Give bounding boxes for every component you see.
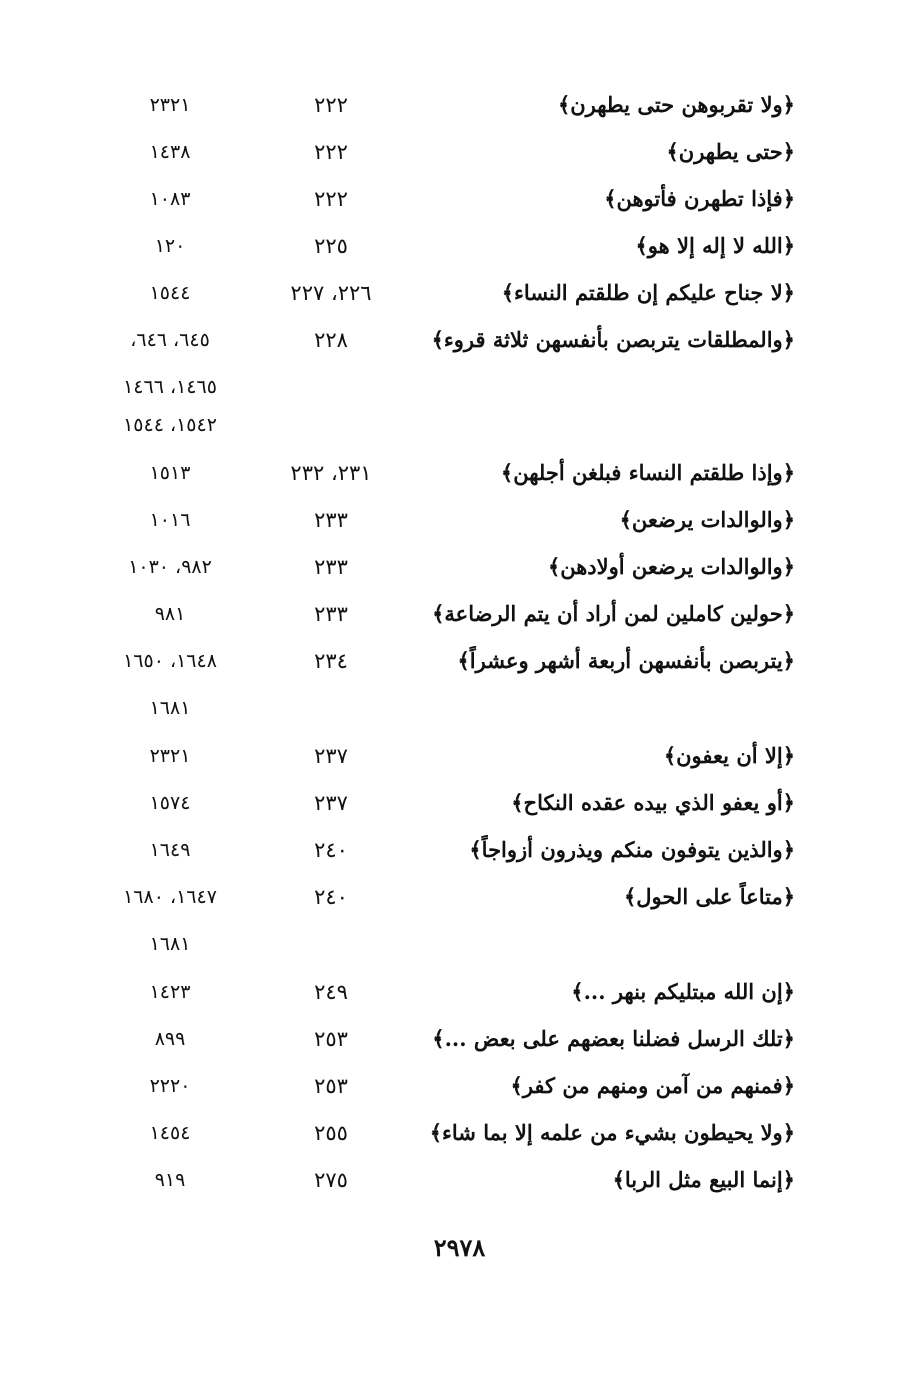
page-reference: ١٦٨١ xyxy=(149,697,191,719)
page-reference: ١٥٤٤ xyxy=(149,282,191,304)
verse-text: ﴿الله لا إله إلا هو﴾ xyxy=(635,233,795,258)
verse-text: ﴿والذين يتوفون منكم ويذرون أزواجاً﴾ xyxy=(469,837,795,862)
verse-text: ﴿إنما البيع مثل الربا﴾ xyxy=(612,1167,795,1192)
ayah-number: ٢٧٥ xyxy=(314,1168,348,1192)
ayah-number: ٢٢٦، ٢٢٧ xyxy=(290,281,372,305)
ayah-number: ٢٢٥ xyxy=(314,234,348,258)
page-reference: ٩٨١ xyxy=(154,603,186,625)
verse-text: ﴿تلك الرسل فضلنا بعضهم على بعض ...﴾ xyxy=(432,1026,795,1051)
ayah-number: ٢٤٠ xyxy=(314,838,348,862)
page-reference: ٨٩٩ xyxy=(154,1028,186,1050)
index-row xyxy=(95,90,795,137)
index-row xyxy=(95,325,795,372)
page-reference: ٢٣٢١ xyxy=(149,745,191,767)
page-reference: ١٢٠ xyxy=(154,235,186,257)
ayah-number: ٢٢٢ xyxy=(314,140,348,164)
verse-text: ﴿لا جناح عليكم إن طلقتم النساء﴾ xyxy=(501,280,795,305)
page-reference: ١٤٦٥، ١٤٦٦ xyxy=(123,376,217,398)
index-row xyxy=(95,599,795,646)
ayah-number: ٢٣١، ٢٣٢ xyxy=(290,461,372,485)
page-reference: ١٤٢٣ xyxy=(149,981,191,1003)
ayah-number: ٢٣٧ xyxy=(314,791,348,815)
page-reference: ١٦٨١ xyxy=(149,933,191,955)
index-row xyxy=(95,458,795,505)
ayah-number: ٢٣٧ xyxy=(314,744,348,768)
index-row xyxy=(95,741,795,788)
page-reference: ١٠١٦ xyxy=(149,509,191,531)
verse-index-table xyxy=(95,90,795,1212)
index-row xyxy=(95,1071,795,1118)
index-row xyxy=(95,552,795,599)
ayah-number: ٢٤٠ xyxy=(314,885,348,909)
verse-text: ﴿متاعاً على الحول﴾ xyxy=(623,884,795,909)
verse-text: ﴿والمطلقات يتربصن بأنفسهن ثلاثة قروء﴾ xyxy=(431,327,795,352)
index-row-continuation xyxy=(95,929,795,967)
verse-text: ﴿والوالدات يرضعن أولادهن﴾ xyxy=(547,554,795,579)
verse-text: ﴿فإذا تطهرن فأتوهن﴾ xyxy=(604,186,795,211)
ayah-number: ٢٥٣ xyxy=(314,1027,348,1051)
page-reference: ١٥٧٤ xyxy=(149,792,191,814)
page-reference: ١٥١٣ xyxy=(149,462,191,484)
page-reference: ١٤٣٨ xyxy=(149,141,191,163)
index-row xyxy=(95,1165,795,1212)
verse-text: ﴿ولا يحيطون بشيء من علمه إلا بما شاء﴾ xyxy=(429,1120,795,1145)
page-reference: ١٦٤٨، ١٦٥٠ xyxy=(123,650,217,672)
row-gap xyxy=(95,967,795,977)
index-row xyxy=(95,788,795,835)
ayah-number: ٢٢٢ xyxy=(314,93,348,117)
ayah-number: ٢٢٢ xyxy=(314,187,348,211)
page-reference: ١٥٤٢، ١٥٤٤ xyxy=(123,414,217,436)
page-reference: ٢٣٢١ xyxy=(149,94,191,116)
index-row xyxy=(95,835,795,882)
row-gap xyxy=(95,731,795,741)
index-row xyxy=(95,278,795,325)
ayah-number: ٢٣٣ xyxy=(314,555,348,579)
ayah-number: ٢٣٣ xyxy=(314,508,348,532)
page-reference: ١٦٤٩ xyxy=(149,839,191,861)
index-row xyxy=(95,977,795,1024)
page-number: ٢٩٧٨ xyxy=(433,1233,486,1262)
ayah-number: ٢٥٣ xyxy=(314,1074,348,1098)
page-reference: ١٦٤٧، ١٦٨٠ xyxy=(123,886,217,908)
page-reference: ١٠٨٣ xyxy=(149,188,191,210)
index-row xyxy=(95,646,795,693)
verse-text: ﴿فمنهم من آمن ومنهم من كفر﴾ xyxy=(510,1073,795,1098)
verse-text: ﴿حتى يطهرن﴾ xyxy=(666,139,795,164)
verse-text: ﴿والوالدات يرضعن﴾ xyxy=(619,507,795,532)
verse-text: ﴿ولا تقربوهن حتى يطهرن﴾ xyxy=(557,92,795,117)
verse-text: ﴿حولين كاملين لمن أراد أن يتم الرضاعة﴾ xyxy=(432,601,795,626)
page-reference: ٢٢٢٠ xyxy=(149,1075,191,1097)
page-reference: ١٤٥٤ xyxy=(149,1122,191,1144)
verse-text: ﴿إن الله مبتليكم بنهر ...﴾ xyxy=(571,979,795,1004)
ayah-number: ٢٣٤ xyxy=(314,649,348,673)
ayah-number: ٢٢٨ xyxy=(314,328,348,352)
verse-text: ﴿إلا أن يعفون﴾ xyxy=(663,743,795,768)
verse-text: ﴿يتربصن بأنفسهن أربعة أشهر وعشراً﴾ xyxy=(457,648,795,673)
index-row xyxy=(95,882,795,929)
row-gap xyxy=(95,448,795,458)
page-reference: ٦٤٥، ٦٤٦، xyxy=(130,329,210,351)
ayah-number: ٢٤٩ xyxy=(314,980,348,1004)
index-row-continuation xyxy=(95,410,795,448)
index-row-continuation xyxy=(95,693,795,731)
index-row xyxy=(95,1118,795,1165)
page-reference: ٩١٩ xyxy=(154,1169,186,1191)
page-reference: ٩٨٢، ١٠٣٠ xyxy=(128,556,212,578)
verse-text: ﴿أو يعفو الذي بيده عقده النكاح﴾ xyxy=(511,790,795,815)
index-row-continuation xyxy=(95,372,795,410)
ayah-number: ٢٥٥ xyxy=(314,1121,348,1145)
index-row xyxy=(95,231,795,278)
index-row xyxy=(95,1024,795,1071)
ayah-number: ٢٣٣ xyxy=(314,602,348,626)
index-row xyxy=(95,184,795,231)
index-row xyxy=(95,505,795,552)
index-row xyxy=(95,137,795,184)
verse-text: ﴿وإذا طلقتم النساء فبلغن أجلهن﴾ xyxy=(500,460,795,485)
